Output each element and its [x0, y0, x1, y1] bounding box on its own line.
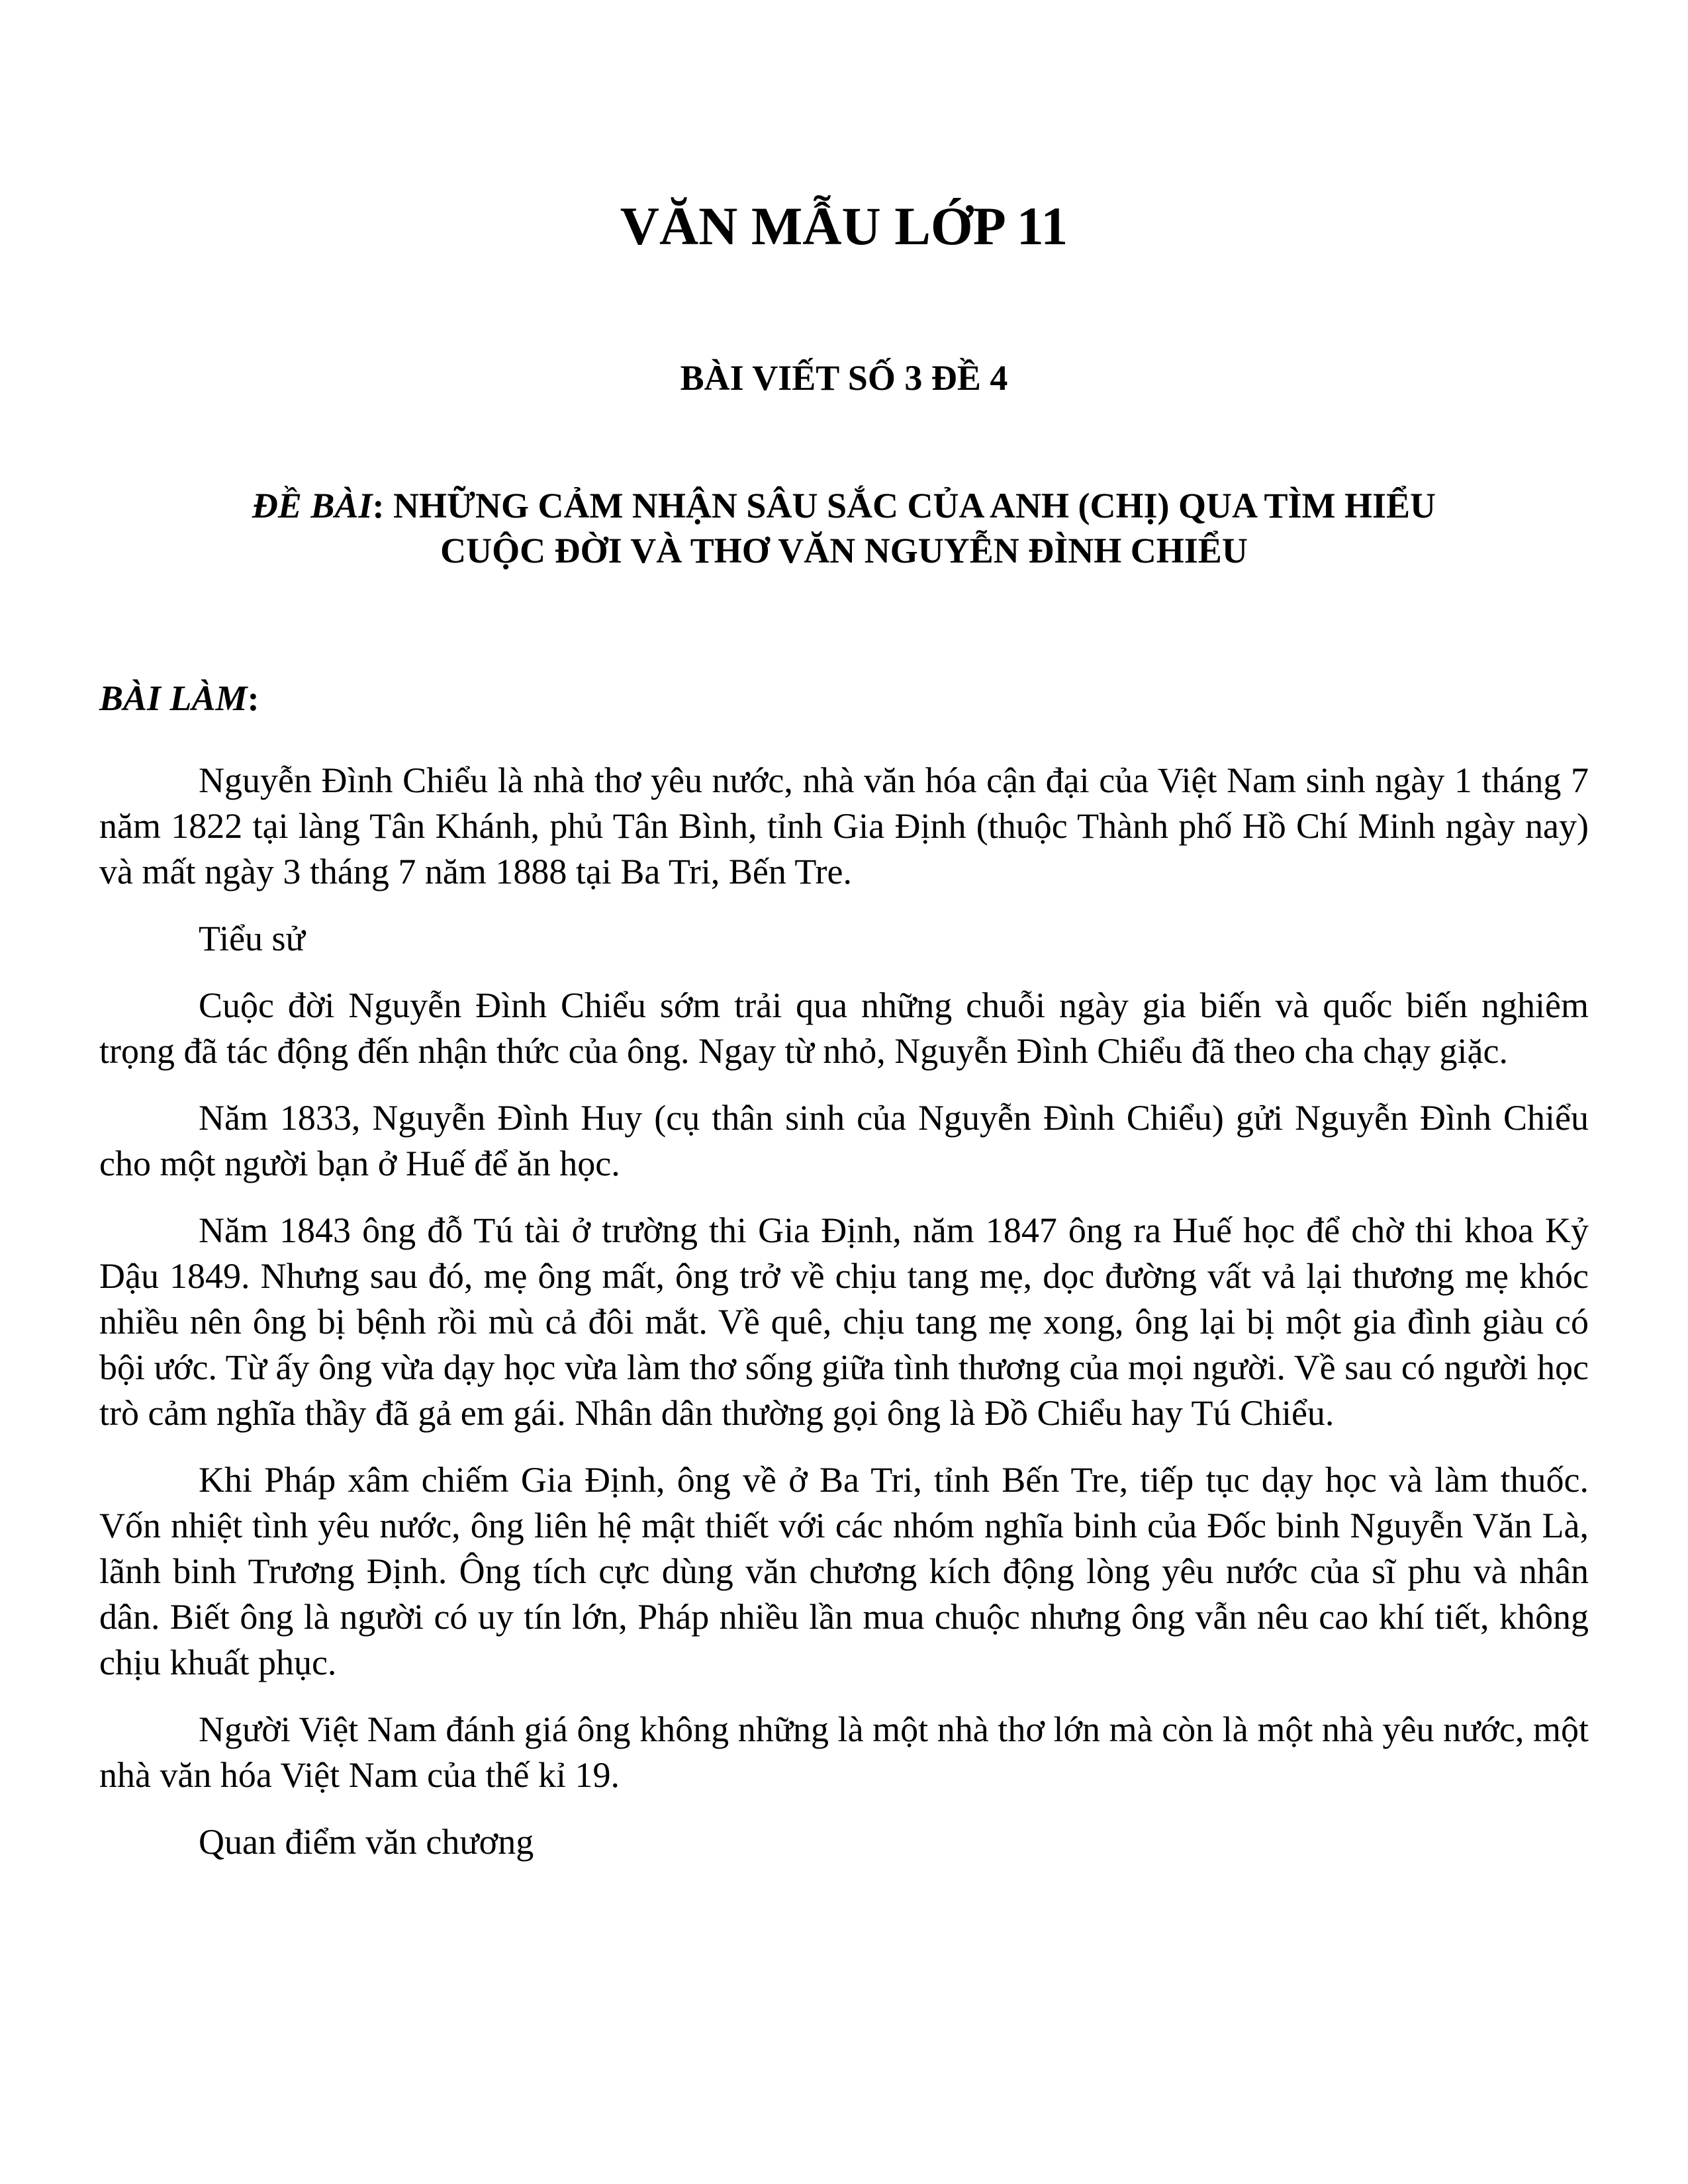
paragraph-1843: Năm 1843 ông đỗ Tú tài ở trường thi Gia Định, năm 1847 ông ra Huế học để chờ thi khoa Kỷ Dậu 1849. Nhưng sau đó, mẹ ông mất, ông trở về chịu tang mẹ, dọc đường vất vả lại thương mẹ khóc nhiều nên ông bị bệnh rồi mù cả đôi mắt. Về quê, chịu tang mẹ xong, ông lại bị một gia đình giàu có bội ước. Từ ấy ông vừa dạy học vừa làm thơ sống giữa tình thương của mọi người. Về sau có người học trò cảm nghĩa thầy đã gả em gái. Nhân dân thường gọi ông là Đồ Chiểu hay Tú Chiểu.: [99, 1210, 1589, 1433]
paragraph-intro: Nguyễn Đình Chiểu là nhà thơ yêu nước, nhà văn hóa cận đại của Việt Nam sinh ngày 1 tháng 7 năm 1822 tại làng Tân Khánh, phủ Tân Bình, tỉnh Gia Định (thuộc Thành phố Hồ Chí Minh ngày nay) và mất ngày 3 tháng 7 năm 1888 tại Ba Tri, Bến Tre.: [99, 760, 1589, 891]
topic-text-line-2: CUỘC ĐỜI VÀ THƠ VĂN NGUYỄN ĐÌNH CHIỂU: [440, 531, 1248, 570]
document-subtitle: BÀI VIẾT SỐ 3 ĐỀ 4: [680, 358, 1008, 398]
paragraph-assessment: Người Việt Nam đánh giá ông không những là một nhà thơ lớn mà còn là một nhà yêu nước, một nhà văn hóa Việt Nam của thế kỉ 19.: [99, 1709, 1589, 1795]
essay-label-suffix: :: [247, 678, 259, 718]
essay-label-text: BÀI LÀM: [99, 678, 248, 718]
section-heading-literary-view: Quan điểm văn chương: [199, 1822, 534, 1862]
section-heading-biography: Tiểu sử: [199, 919, 305, 958]
paragraph-french-invasion: Khi Pháp xâm chiếm Gia Định, ông về ở Ba Tri, tỉnh Bến Tre, tiếp tục dạy học và làm thuốc. Vốn nhiệt tình yêu nước, ông liên hệ mật thiết với các nhóm nghĩa binh của Đốc binh Nguyễn Văn Là, lãnh binh Trương Định. Ông tích cực dùng văn chương kích động lòng yêu nước của sĩ phu và nhân dân. Biết ông là người có uy tín lớn, Pháp nhiều lần mua chuộc nhưng ông vẫn nêu cao khí tiết, không chịu khuất phục.: [99, 1460, 1589, 1682]
document-title: VĂN MẪU LỚP 11: [620, 196, 1068, 256]
topic-text-line-1: NHỮNG CẢM NHẬN SÂU SẮC CỦA ANH (CHỊ) QUA TÌM HIỂU: [393, 486, 1436, 525]
topic-separator: :: [372, 486, 393, 525]
paragraph-childhood: Cuộc đời Nguyễn Đình Chiểu sớm trải qua những chuỗi ngày gia biến và quốc biến nghiêm trọng đã tác động đến nhận thức của ông. Ngay từ nhỏ, Nguyễn Đình Chiểu đã theo cha chạy giặc.: [99, 985, 1589, 1071]
essay-topic-line-1: [99, 483, 1589, 528]
essay-topic: [99, 483, 1589, 573]
essay-body: [99, 758, 1589, 1886]
essay-label: [99, 675, 259, 721]
document-page: [99, 0, 1589, 2184]
topic-label: ĐỀ BÀI: [252, 486, 373, 525]
paragraph-1833: Năm 1833, Nguyễn Đình Huy (cụ thân sinh của Nguyễn Đình Chiểu) gửi Nguyễn Đình Chiểu cho một người bạn ở Huế để ăn học.: [99, 1098, 1589, 1183]
